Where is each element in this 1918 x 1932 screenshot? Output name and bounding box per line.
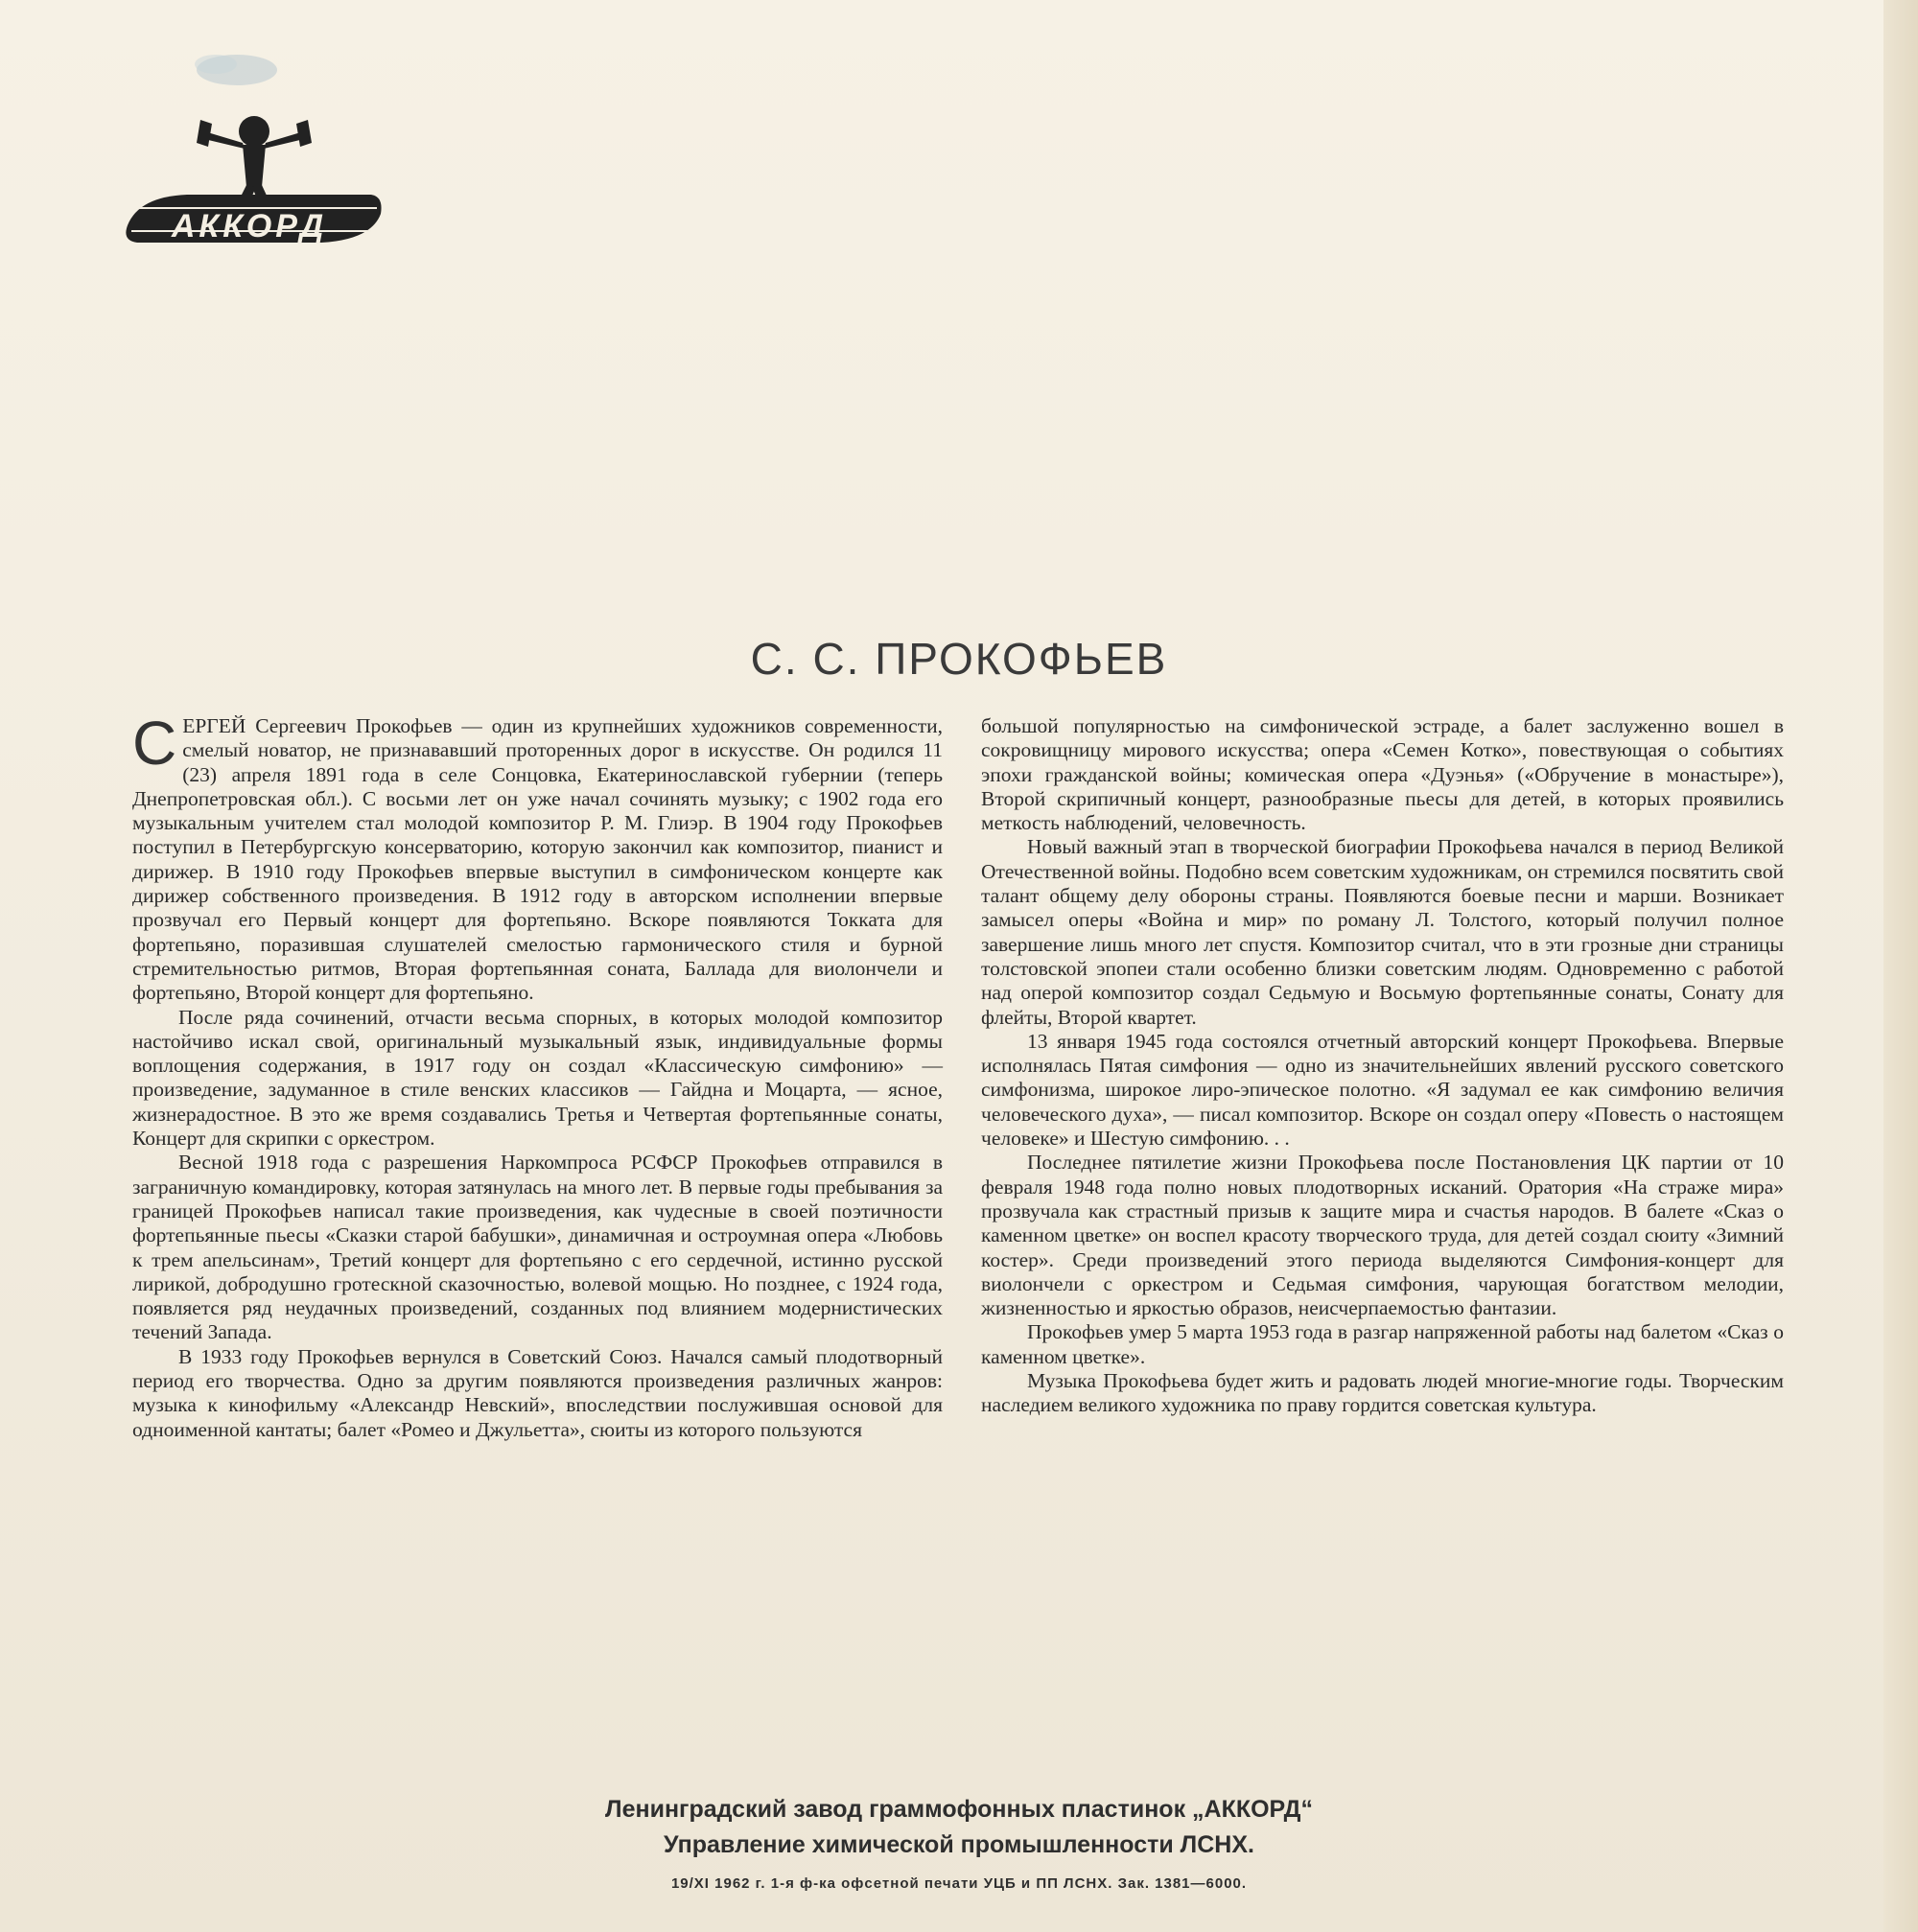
paragraph: Последнее пятилетие жизни Прокофьева после Постановления ЦК партии от 10 февраля 1948 года полно новых плодотворных исканий. Оратория «На страже мира» прозвучала как страстный призыв к защите мира и счастья народов. В балете «Сказ о каменном цветке» он воспел красоту творческого труда, для детей создал сюиту «Зимний костер». Среди произведений этого периода выделяются Симфония-концерт для виолончели с оркестром и Седьмая симфония, чарующая богатством мелодии, жизненностью и яркостью образов, неисчерпаемостью фантазии. [981,1151,1784,1320]
paragraph: 13 января 1945 года состоялся отчетный авторский концерт Прокофьева. Впервые исполнялась Пятая симфония — одно из значительнейших явлений русского советского симфонизма, широкое лиро-эпическое полотно. «Я задумал ее как симфонию величия человеческого духа», — писал композитор. Вскоре он создал оперу «Повесть о настоящем человеке» и Шестую симфонию. . . [981,1029,1784,1151]
paragraph: Весной 1918 года с разрешения Наркомпроса РСФСР Прокофьев отправился в заграничную командировку, которая затянулась на много лет. В первые годы пребывания за границей Прокофьев написал такие произведения, как чудесные в своей поэтичности фортепьянные пьесы «Сказки старой бабушки», динамичная и остроумная опера «Любовь к трем апельсинам», Третий концерт для фортепьяно с его сердечной, истинно русской лирикой, добродушно гротескной сказочностью, волевой мощью. Но позднее, с 1924 года, появляется ряд неудачных произведений, созданных под влиянием модернистических течений Запада. [132,1151,943,1344]
article-right-column [981,714,1784,1418]
paragraph: Музыка Прокофьева будет жить и радовать людей многие-многие годы. Творческим наследием великого художника по праву гордится советская культура. [981,1369,1784,1417]
paragraph: СЕРГЕЙ Сергеевич Прокофьев — один из крупнейших художников современности, смелый новатор, не признававший проторенных дорог в искусстве. Он родился 11 (23) апреля 1891 года в селе Сонцовка, Екатеринославской губернии (теперь Днепропетровская обл.). С восьми лет он уже начал сочинять музыку; с 1902 года его музыкальным учителем стал молодой композитор Р. М. Глиэр. В 1904 году Прокофьев поступил в Петербургскую консерваторию, которую закончил как композитор, пианист и дирижер. В 1910 году Прокофьев впервые выступил в симфоническом концерте как дирижер собственного произведения. В 1912 году в авторском исполнении впервые прозвучал его Первый концерт для фортепьяно. Вскоре появляются Токката для фортепьяно, поразившая слушателей смелостью гармонического стиля и бурной стремительностью ритмов, Вторая фортепьянная соната, Баллада для виолончели и фортепьяно, Второй концерт для фортепьяно. [132,709,943,1005]
paragraph: Прокофьев умер 5 марта 1953 года в разгар напряженной работы над балетом «Сказ о каменном цветке». [981,1320,1784,1368]
print-info-line: 19/XI 1962 г. 1-я ф-ка офсетной печати УЦБ и ПП ЛСНХ. Зак. 1381—6000. [670,1875,1248,1892]
paragraph: большой популярностью на симфонической эстраде, а балет заслуженно вошел в сокровищницу мирового искусства; опера «Семен Котко», повествующая о событиях эпохи гражданской войны; комическая опера «Дуэнья» («Обручение в монастыре»), Второй скрипичный концерт, разнообразные пьесы для детей, в которых проявились меткость наблюдений, человечность. [981,714,1784,835]
paragraph: После ряда сочинений, отчасти весьма спорных, в которых молодой композитор настойчиво искал свой, оригинальный музыкальный язык, индивидуальные формы воплощения содержания, в 1917 году он создал «Классическую симфонию» — произведение, задуманное в стиле венских классиков — Гайдна и Моцарта, — ясное, жизнерадостное. В это же время создавались Третья и Четвертая фортепьянные сонаты, Концерт для скрипки с оркестром. [132,1005,943,1151]
administration-line: Управление химической промышленности ЛСНХ. [664,1831,1254,1858]
logo-wordmark: АККОРД [171,208,328,244]
paragraph: Новый важный этап в творческой биографии Прокофьева начался в период Великой Отечественной войны. Подобно всем советским художникам, он стремился посвятить свой талант общему делу обороны страны. Появляются боевые песни и марши. Возникает замысел оперы «Война и мир» по роману Л. Толстого, который получил полное завершение лишь много лет спустя. Композитор считал, что в эти грозные дни страницы толстовской эпопеи стали особенно близки советским людям. Одновременно с работой над оперой композитор создал Седьмую и Восьмую фортепьянные сонаты, Сонату для флейты, Второй квартет. [981,835,1784,1029]
drop-cap: С [132,709,177,778]
paragraph: В 1933 году Прокофьев вернулся в Советский Союз. Начался самый плодотворный период его творчества. Одно за другим появляются произведения различных жанров: музыка к кинофильму «Александр Невский», впоследствии послужившая основой для одноименной кантаты; балет «Ромео и Джульетта», сюиты из которого пользуются [132,1344,943,1441]
publisher-line: Ленинградский завод граммофонных пластинок „АККОРД“ [605,1796,1313,1823]
article-left-column [132,709,943,1442]
page-title: С. С. ПРОКОФЬЕВ [750,634,1168,684]
sleeve-edge [1883,0,1918,1932]
